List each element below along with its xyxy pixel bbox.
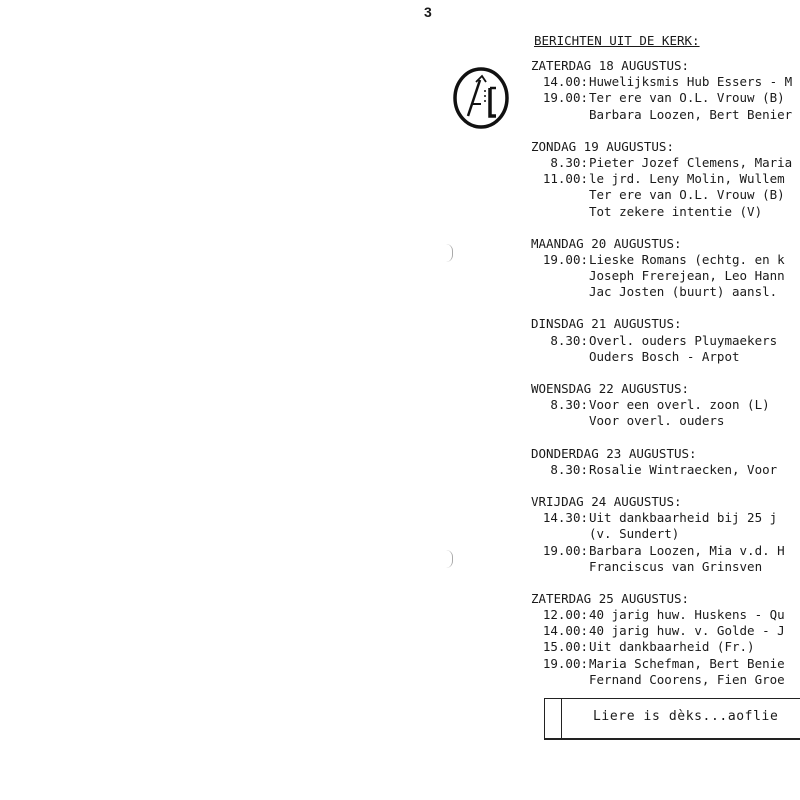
day-title: ZATERDAG 25 AUGUSTUS: (531, 590, 690, 606)
day-title: DINSDAG 21 AUGUSTUS: (531, 316, 682, 332)
entry-text: Rosalie Wintraecken, Voor (589, 461, 778, 477)
schedule-entry (531, 526, 792, 542)
scan-mark (446, 244, 453, 262)
day-title: ZATERDAG 18 AUGUSTUS: (531, 58, 690, 73)
schedule-entry (531, 268, 792, 284)
entry-text: Uit dankbaarheid bij 25 j (589, 510, 778, 526)
entry-time: 19.00: (542, 655, 588, 671)
entry-text: le jrd. Leny Molin, Wullem (589, 171, 785, 187)
mass-schedule (531, 58, 792, 704)
scan-mark (446, 550, 453, 568)
notice-text: Liere is dèks...aoflie (593, 709, 779, 724)
schedule-entry (531, 397, 792, 413)
entry-time: 8.30: (550, 154, 588, 170)
day-block (531, 139, 792, 220)
day-title: MAANDAG 20 AUGUSTUS: (531, 235, 682, 251)
page-number: 3 (424, 4, 432, 20)
entry-text: Ter ere van O.L. Vrouw (B) (589, 90, 785, 106)
entry-text: Huwelijksmis Hub Essers - M (589, 74, 793, 90)
day-block (531, 316, 792, 365)
entry-text: 40 jarig huw. v. Golde - J (589, 623, 785, 639)
schedule-entry (531, 462, 792, 478)
schedule-entry (531, 90, 792, 106)
entry-text: Tot zekere intentie (V) (589, 203, 763, 219)
schedule-entry (531, 510, 792, 526)
day-block (531, 236, 792, 301)
entry-text: 40 jarig huw. Huskens - Qu (589, 607, 785, 623)
entry-text: Overl. ouders Pluymaekers (589, 332, 778, 348)
entry-time: 14.30: (542, 510, 588, 526)
schedule-entry (531, 413, 792, 429)
day-title: DONDERDAG 23 AUGUSTUS: (531, 445, 697, 461)
schedule-entry (531, 559, 792, 575)
entry-time: 15.00: (542, 639, 588, 655)
entry-text: Joseph Frerejean, Leo Hann (589, 268, 785, 284)
entry-text: Fernand Coorens, Fien Groe (589, 671, 785, 687)
schedule-entry (531, 284, 792, 300)
entry-time: 14.00: (542, 74, 588, 90)
day-title: ZONDAG 19 AUGUSTUS: (531, 138, 674, 154)
day-title: WOENSDAG 22 AUGUSTUS: (531, 381, 690, 396)
schedule-entry (531, 204, 792, 220)
entry-time: 8.30: (550, 397, 588, 413)
schedule-entry (531, 187, 792, 203)
schedule-entry (531, 107, 792, 123)
schedule-entry (531, 349, 792, 365)
schedule-entry (531, 155, 792, 171)
entry-time: 19.00: (542, 90, 588, 106)
entry-time: 11.00: (542, 171, 588, 187)
schedule-entry (531, 623, 792, 639)
entry-text: Ter ere van O.L. Vrouw (B) (589, 187, 785, 203)
entry-text: Maria Schefman, Bert Benie (589, 655, 785, 671)
entry-text: Voor overl. ouders (589, 413, 725, 429)
day-block (531, 591, 792, 688)
entry-text: Barbara Loozen, Mia v.d. H (589, 542, 785, 558)
entry-text: Franciscus van Grinsven (589, 558, 763, 574)
day-block (531, 494, 792, 575)
entry-text: (v. Sundert) (589, 526, 680, 542)
day-block (531, 381, 792, 430)
schedule-entry (531, 74, 792, 90)
entry-time: 8.30: (550, 332, 588, 348)
entry-time: 8.30: (550, 461, 588, 477)
entry-text: Uit dankbaarheid (Fr.) (589, 639, 755, 655)
schedule-entry (531, 672, 792, 688)
notice-box (544, 698, 800, 739)
box-divider (561, 699, 562, 739)
schedule-entry (531, 333, 792, 349)
schedule-entry (531, 252, 792, 268)
entry-time: 14.00: (542, 623, 588, 639)
entry-text: Voor een overl. zoon (L) (589, 397, 770, 413)
day-block (531, 58, 792, 123)
church-monogram-logo (452, 66, 510, 134)
entry-time: 19.00: (542, 251, 588, 267)
entry-text: Jac Josten (buurt) aansl. (589, 284, 778, 300)
schedule-entry (531, 639, 792, 655)
entry-time: 12.00: (542, 607, 588, 623)
entry-time: 19.00: (542, 542, 588, 558)
schedule-entry (531, 543, 792, 559)
box-bottom-rule (544, 738, 800, 740)
entry-text: Pieter Jozef Clemens, Maria (589, 154, 793, 170)
section-header: BERICHTEN UIT DE KERK: (534, 33, 700, 48)
day-block (531, 446, 792, 478)
schedule-entry (531, 656, 792, 672)
entry-text: Barbara Loozen, Bert Benier (589, 106, 793, 122)
entry-text: Ouders Bosch - Arpot (589, 348, 740, 364)
schedule-entry (531, 607, 792, 623)
day-title: VRIJDAG 24 AUGUSTUS: (531, 493, 682, 509)
schedule-entry (531, 171, 792, 187)
entry-text: Lieske Romans (echtg. en k (589, 251, 785, 267)
